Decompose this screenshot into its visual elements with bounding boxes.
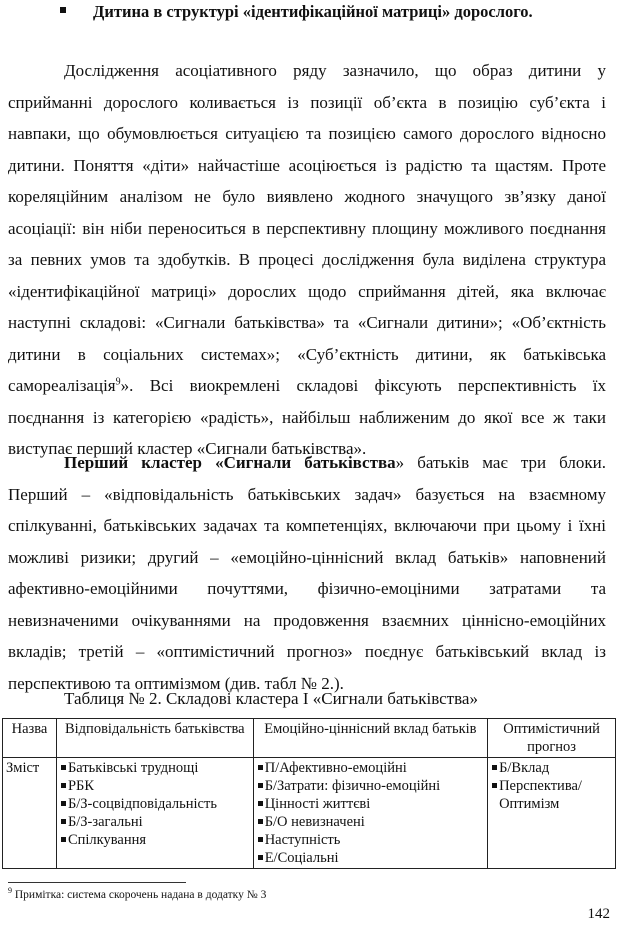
table-cell bbox=[253, 758, 487, 869]
list-item: Б/З-загальні bbox=[60, 813, 250, 831]
list-item-continuation: Оптимізм bbox=[499, 796, 560, 812]
list-item: Наступність bbox=[257, 831, 484, 849]
table-header-row bbox=[3, 719, 616, 758]
list-item: П/Афективно-емоційні bbox=[257, 759, 484, 777]
list-item: Е/Соціальні bbox=[257, 849, 484, 867]
list-item: Б/З-соцвідповідальність bbox=[60, 795, 250, 813]
table-header-cell: Назва bbox=[3, 719, 57, 758]
section-heading-text: Дитина в структурі «ідентифікаційної матриці» дорослого. bbox=[93, 2, 533, 21]
list-item: Б/О невизначені bbox=[257, 813, 484, 831]
paragraph-1 bbox=[8, 55, 606, 465]
list-item: Б/Вклад bbox=[491, 759, 612, 777]
table-header-cell: Емоційно-ціннісний вклад батьків bbox=[253, 719, 487, 758]
page-number: 142 bbox=[587, 906, 610, 922]
table-header-cell: Відповідальність батьківства bbox=[56, 719, 253, 758]
bullet-list bbox=[491, 759, 612, 813]
footnote-divider bbox=[8, 882, 186, 883]
paragraph-2-text: » батьків має три блоки. Перший – «відповідальність батьківських задач» базується на взаємному спілкуванні, батьківських задачах та компетенціях, включаючи при цьому і їхні можливі ризики; другий – «емоційно-ціннісний вклад батьків» наповнений афективно-емоційними почуттями, фізично-емоціними затратами та невизначеними очікуваннями на продовження взаємних ціннісно-емоційних вкладів; третій – «оптимістичний прогноз» поєднує батьківський вклад із перспективою та оптимізмом (див. табл № 2.). bbox=[8, 453, 606, 693]
cluster-table bbox=[2, 718, 616, 869]
paragraph-2 bbox=[8, 447, 606, 699]
table-caption: Таблиця № 2. Складові кластера І «Сигнали батьківства» bbox=[64, 689, 478, 708]
list-item: Спілкування bbox=[60, 831, 250, 849]
table-cell bbox=[56, 758, 253, 869]
table-row-label: Зміст bbox=[3, 758, 57, 869]
table-cell bbox=[488, 758, 616, 869]
paragraph-1-text-a: Дослідження асоціативного ряду зазначило, що образ дитини у сприйманні дорослого коливається із позиції об’єкта в позицію суб’єкта і навпаки, що обумовлюється ситуацією та позицією самого дорослого відносно дитини. Поняття «діти» найчастіше асоціюється із радістю та щастям. Проте кореляційним аналізом не було виявлено жодного значущого зв’язку даної асоціації: він ніби переноситься в перспективну площину можливого поєднання за певних умов та здобутків. В процесі дослідження була виділена структура «ідентифікаційної матриці» дорослих щодо сприймання дітей, яка включає наступні складові: «Сигнали батьківства» та «Сигнали дитини»; «Об’єктність дитини в соціальних системах»; «Суб’єктність дитини, як батьківська самореалізація bbox=[8, 61, 606, 395]
footnote-reference[interactable]: 9 bbox=[115, 376, 121, 388]
list-item: РБК bbox=[60, 777, 250, 795]
footnote-number: 9 bbox=[8, 886, 12, 896]
paragraph-1-text-b: ». Всі виокремлені складові фіксують перспективність їх поєднання із категорією «радість», найбільш наближеним до якої все ж таки виступає перший кластер «Сигнали батьківства». bbox=[8, 376, 606, 458]
list-item: Б/Затрати: фізично-емоційні bbox=[257, 777, 484, 795]
bullet-icon bbox=[60, 7, 66, 13]
list-item: Перспектива/ bbox=[491, 777, 612, 795]
bullet-list bbox=[257, 759, 484, 867]
table-header-cell: Оптимістичний прогноз bbox=[488, 719, 616, 758]
list-item: Цінності життєві bbox=[257, 795, 484, 813]
table-row bbox=[3, 758, 616, 869]
footnote-text: Примітка: система скорочень надана в додатку № 3 bbox=[12, 889, 267, 901]
paragraph-2-bold-term: Перший кластер «Сигнали батьківства bbox=[64, 453, 396, 472]
list-item: Батьківські труднощі bbox=[60, 759, 250, 777]
bullet-list bbox=[60, 759, 250, 849]
footnote bbox=[8, 886, 267, 901]
